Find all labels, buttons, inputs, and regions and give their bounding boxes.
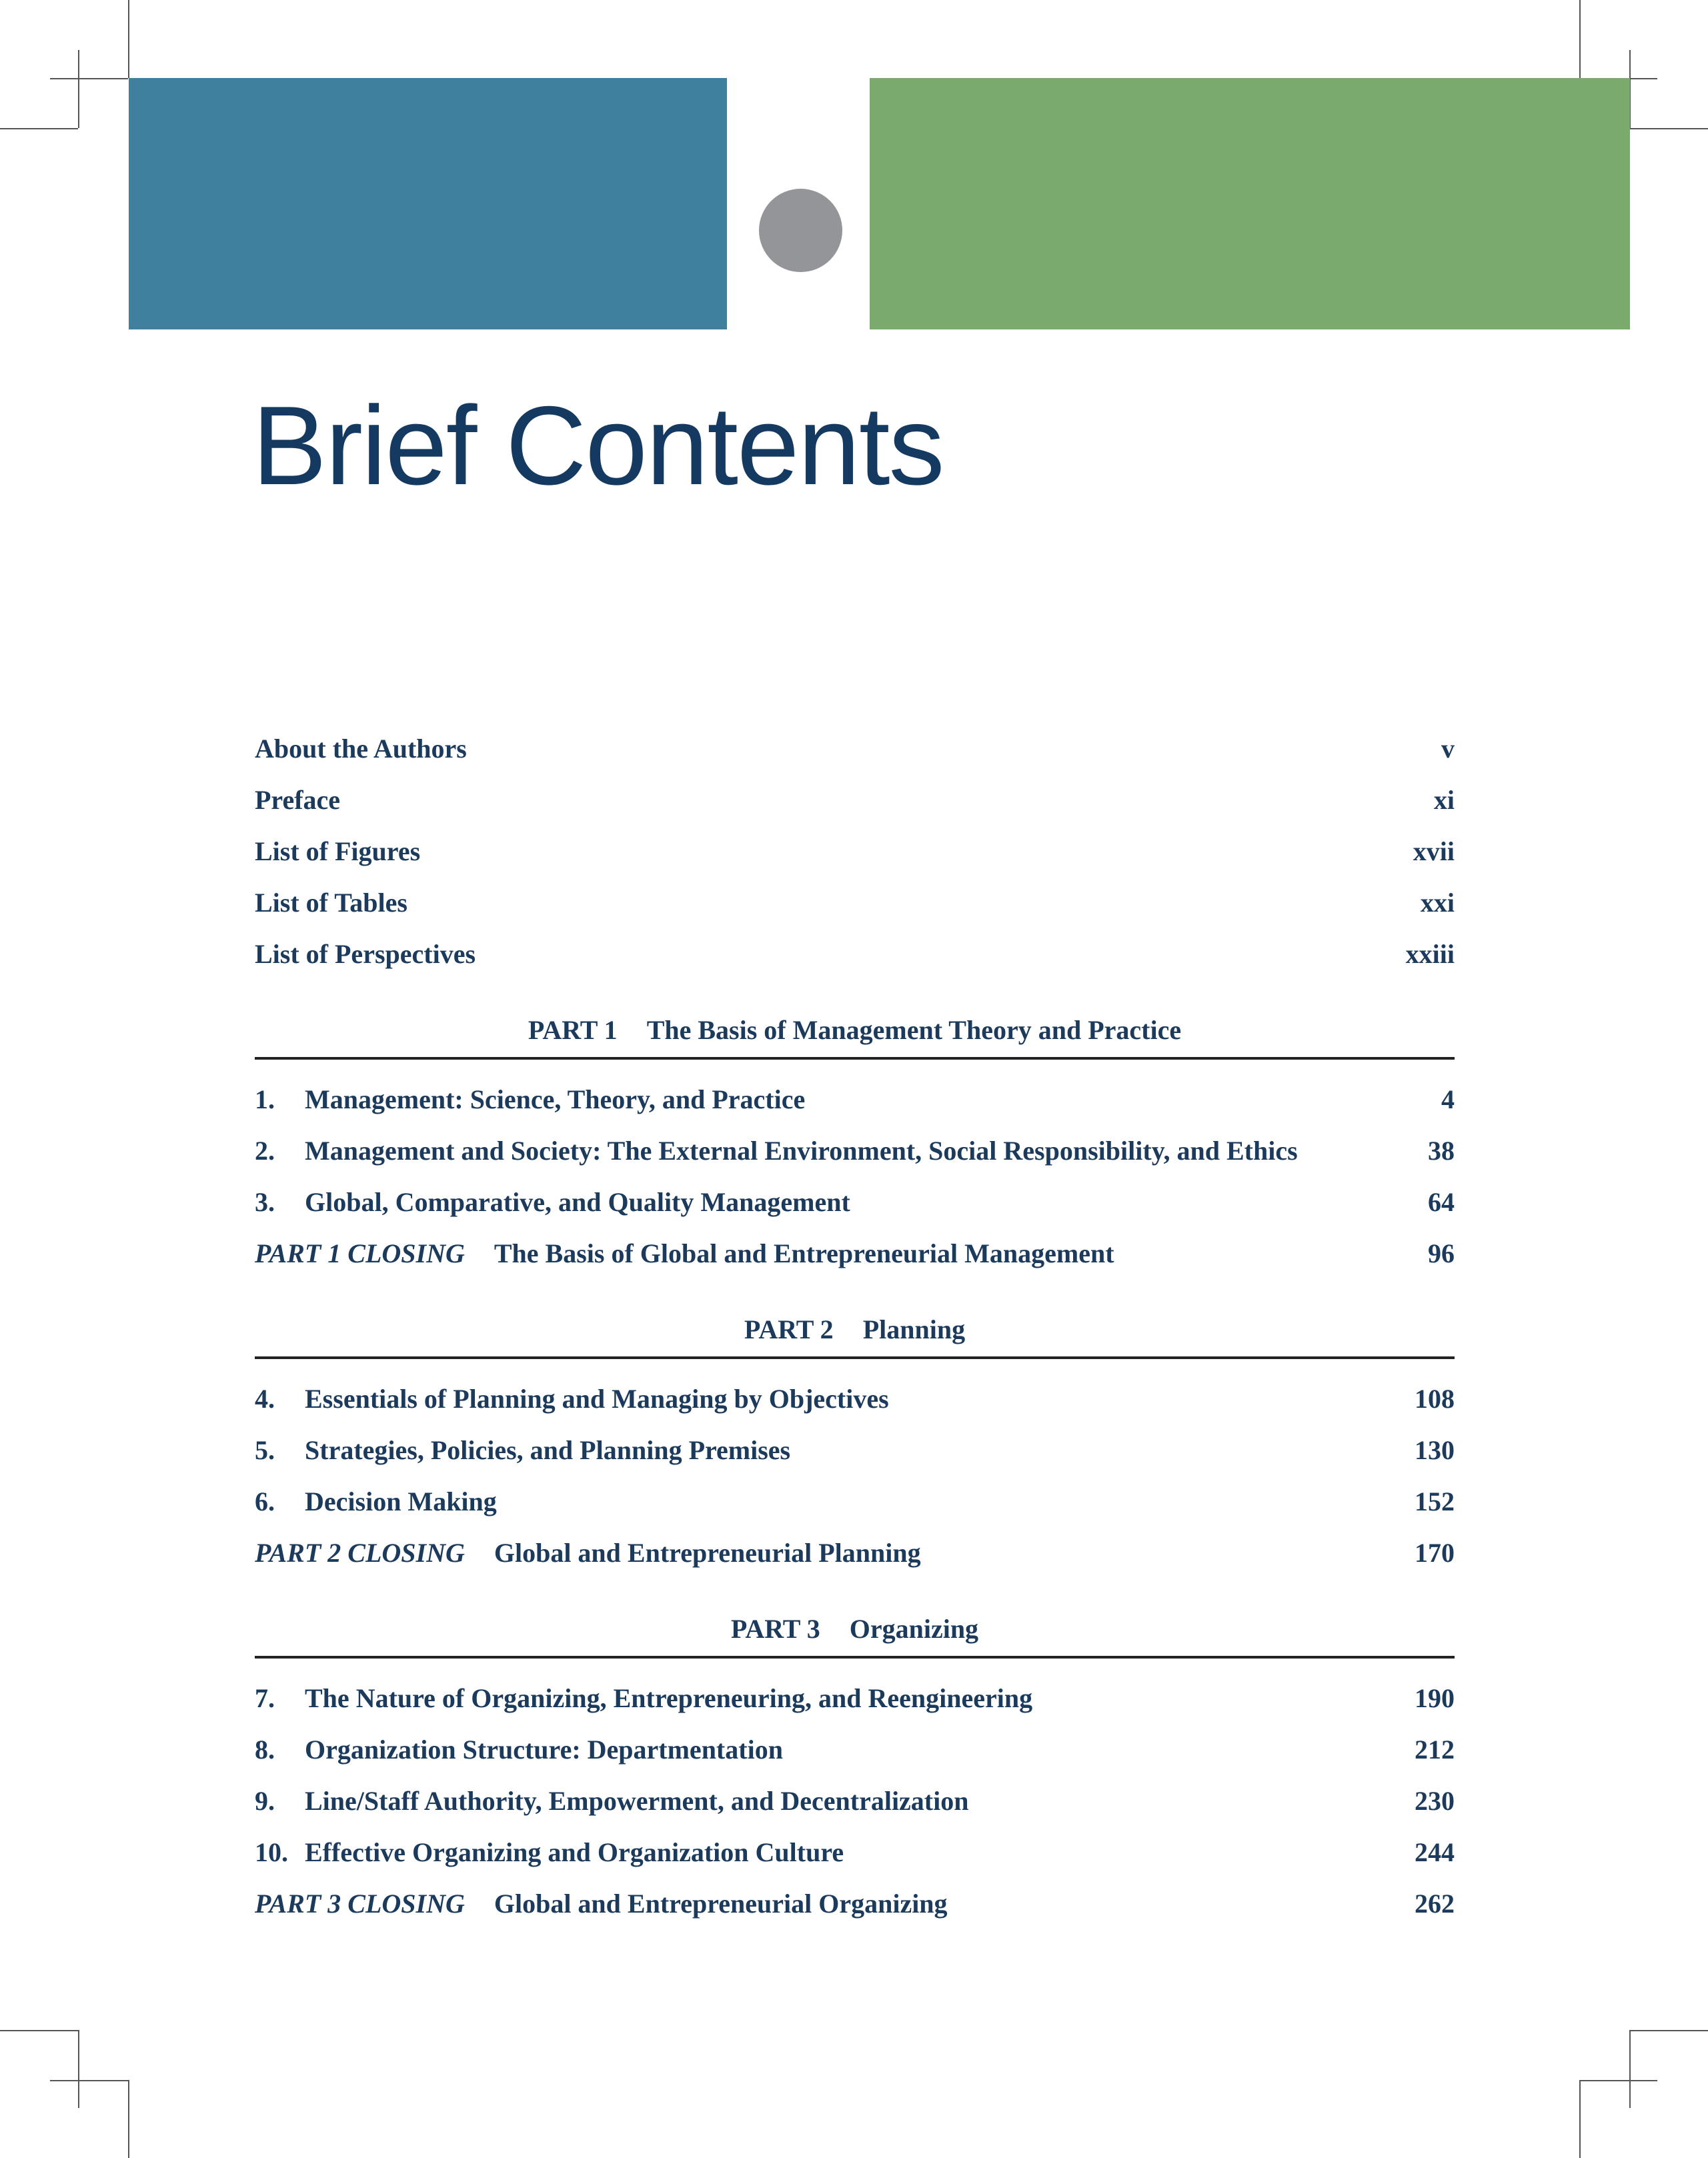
chapter-number: 2. bbox=[255, 1136, 275, 1166]
front-matter-list bbox=[255, 723, 1455, 980]
toc-entry-page: v bbox=[1441, 734, 1455, 764]
chapter-number: 8. bbox=[255, 1735, 275, 1765]
chapter-heading bbox=[255, 1673, 1032, 1724]
toc-entry-title: About the Authors bbox=[255, 734, 467, 764]
part-title: Organizing bbox=[849, 1614, 979, 1644]
toc-entry-title: List of Figures bbox=[255, 836, 421, 866]
chapter-heading bbox=[255, 1125, 1298, 1176]
chapter-title: Global, Comparative, and Quality Management bbox=[305, 1187, 850, 1217]
part-closing-heading bbox=[255, 1527, 921, 1578]
parts-list bbox=[255, 1004, 1455, 1929]
chapter-page: 212 bbox=[1415, 1735, 1455, 1765]
chapter-page: 38 bbox=[1428, 1136, 1455, 1166]
chapter-page: 244 bbox=[1415, 1837, 1455, 1867]
crop-mark bbox=[128, 2080, 129, 2158]
chapter-title: Organization Structure: Departmentation bbox=[305, 1735, 783, 1765]
toc-entry-page: xvii bbox=[1413, 836, 1455, 866]
chapter-title: Strategies, Policies, and Planning Premises bbox=[305, 1435, 791, 1465]
part-closing-entry[interactable] bbox=[255, 1228, 1455, 1279]
toc-entry[interactable] bbox=[255, 877, 1455, 928]
part-heading bbox=[255, 1004, 1455, 1056]
part-title: The Basis of Management Theory and Practice bbox=[646, 1015, 1182, 1045]
chapter-entry[interactable] bbox=[255, 1373, 1455, 1424]
chapter-page: 130 bbox=[1415, 1435, 1455, 1465]
page-title: Brief Contents bbox=[252, 383, 944, 508]
chapter-entry[interactable] bbox=[255, 1125, 1455, 1176]
part-title: Planning bbox=[862, 1314, 966, 1344]
toc-entry[interactable] bbox=[255, 774, 1455, 826]
part-closing-title: Global and Entrepreneurial Organizing bbox=[494, 1889, 948, 1919]
chapter-heading bbox=[255, 1373, 889, 1424]
chapter-entry[interactable] bbox=[255, 1074, 1455, 1125]
header-green-block bbox=[870, 78, 1630, 329]
part-closing-page: 96 bbox=[1428, 1238, 1455, 1268]
part-closing-title: The Basis of Global and Entrepreneurial Management bbox=[494, 1238, 1114, 1268]
part-closing-title: Global and Entrepreneurial Planning bbox=[494, 1538, 921, 1568]
crop-mark bbox=[128, 0, 129, 78]
chapter-number: 4. bbox=[255, 1384, 275, 1414]
crop-mark bbox=[78, 2030, 79, 2108]
chapter-entry[interactable] bbox=[255, 1176, 1455, 1228]
chapter-page: 64 bbox=[1428, 1187, 1455, 1217]
chapter-entry[interactable] bbox=[255, 1673, 1455, 1724]
part-heading bbox=[255, 1603, 1455, 1655]
part-closing-page: 262 bbox=[1415, 1889, 1455, 1919]
chapter-title: Effective Organizing and Organization Culture bbox=[305, 1837, 844, 1867]
part-heading bbox=[255, 1304, 1455, 1355]
header-gray-dot bbox=[759, 189, 842, 272]
chapter-number: 10. bbox=[255, 1837, 288, 1867]
chapter-entry[interactable] bbox=[255, 1424, 1455, 1476]
part-closing-entry[interactable] bbox=[255, 1527, 1455, 1578]
chapter-heading bbox=[255, 1074, 805, 1125]
chapter-title: Essentials of Planning and Managing by Objectives bbox=[305, 1384, 889, 1414]
part-label: PART 1 bbox=[528, 1015, 618, 1045]
crop-mark bbox=[50, 2080, 128, 2081]
chapter-number: 3. bbox=[255, 1187, 275, 1217]
chapter-page: 230 bbox=[1415, 1786, 1455, 1816]
chapter-title: Line/Staff Authority, Empowerment, and Decentralization bbox=[305, 1786, 969, 1816]
chapter-number: 7. bbox=[255, 1683, 275, 1713]
part-closing-heading bbox=[255, 1228, 1114, 1279]
part-closing-label: PART 1 CLOSING bbox=[255, 1238, 465, 1268]
chapter-number: 5. bbox=[255, 1435, 275, 1465]
crop-mark bbox=[1630, 128, 1708, 129]
part-closing-label: PART 3 CLOSING bbox=[255, 1889, 465, 1919]
chapter-title: Management and Society: The External Environment, Social Responsibility, and Ethics bbox=[305, 1136, 1298, 1166]
toc-entry-title: List of Perspectives bbox=[255, 939, 476, 969]
chapter-page: 152 bbox=[1415, 1486, 1455, 1516]
chapter-page: 4 bbox=[1441, 1084, 1455, 1114]
chapter-heading bbox=[255, 1827, 844, 1878]
chapter-title: Management: Science, Theory, and Practice bbox=[305, 1084, 806, 1114]
chapter-page: 108 bbox=[1415, 1384, 1455, 1414]
part-label: PART 2 bbox=[744, 1314, 834, 1344]
part-closing-entry[interactable] bbox=[255, 1878, 1455, 1929]
chapter-number: 6. bbox=[255, 1486, 275, 1516]
toc-entry[interactable] bbox=[255, 928, 1455, 980]
chapter-entry[interactable] bbox=[255, 1775, 1455, 1827]
chapter-number: 1. bbox=[255, 1084, 275, 1114]
chapter-entry[interactable] bbox=[255, 1827, 1455, 1878]
crop-mark bbox=[0, 128, 78, 129]
part-closing-label: PART 2 CLOSING bbox=[255, 1538, 465, 1568]
crop-mark bbox=[1629, 2030, 1631, 2108]
toc-entry-title: List of Tables bbox=[255, 888, 407, 918]
chapter-entry[interactable] bbox=[255, 1724, 1455, 1775]
crop-mark bbox=[1630, 2030, 1708, 2031]
part-divider bbox=[255, 1356, 1455, 1359]
chapter-heading bbox=[255, 1424, 790, 1476]
crop-mark bbox=[1579, 0, 1581, 78]
chapter-title: Decision Making bbox=[305, 1486, 497, 1516]
chapter-page: 190 bbox=[1415, 1683, 1455, 1713]
crop-mark bbox=[1579, 2080, 1657, 2081]
part-divider bbox=[255, 1057, 1455, 1060]
part-closing-page: 170 bbox=[1415, 1538, 1455, 1568]
toc-entry-page: xi bbox=[1433, 785, 1455, 815]
crop-mark bbox=[0, 2030, 78, 2031]
toc-entry-page: xxiii bbox=[1405, 939, 1455, 969]
part-closing-heading bbox=[255, 1878, 948, 1929]
chapter-title: The Nature of Organizing, Entrepreneuring, and Reengineering bbox=[305, 1683, 1033, 1713]
chapter-heading bbox=[255, 1176, 850, 1228]
toc-entry[interactable] bbox=[255, 723, 1455, 774]
toc-entry-page: xxi bbox=[1420, 888, 1455, 918]
chapter-heading bbox=[255, 1476, 497, 1527]
crop-mark bbox=[78, 50, 79, 128]
crop-mark bbox=[1579, 2080, 1581, 2158]
header-blue-block bbox=[129, 78, 727, 329]
crop-mark bbox=[50, 78, 128, 79]
part-label: PART 3 bbox=[730, 1614, 820, 1644]
chapter-heading bbox=[255, 1775, 969, 1827]
chapter-entry[interactable] bbox=[255, 1476, 1455, 1527]
table-of-contents bbox=[255, 723, 1455, 1929]
part-divider bbox=[255, 1656, 1455, 1659]
chapter-heading bbox=[255, 1724, 783, 1775]
chapter-number: 9. bbox=[255, 1786, 275, 1816]
toc-entry-title: Preface bbox=[255, 785, 341, 815]
toc-entry[interactable] bbox=[255, 826, 1455, 877]
